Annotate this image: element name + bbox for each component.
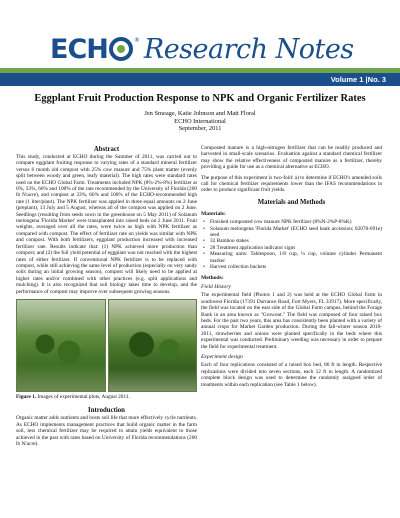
materials-list xyxy=(201,219,382,270)
introduction-heading: Introduction xyxy=(88,407,125,415)
list-item: • Finished composted cow manure NPK fertilizer (8%N-2%P-8%K) xyxy=(201,219,382,225)
right-column xyxy=(201,145,382,392)
materials-heading: Materials: xyxy=(201,210,226,217)
list-item: • Harvest collection buckets xyxy=(201,264,382,270)
figure-caption xyxy=(16,394,197,400)
figure-caption-text: Images of experimental plots, August 2011. xyxy=(36,393,130,400)
experiment-design-heading: Experiment design xyxy=(201,353,243,360)
echo-logo xyxy=(50,36,133,64)
volume-number: Volume 1 |No. 3 xyxy=(330,75,386,84)
list-item: • Solanum melongena 'Florida Market' (ECHO seed bank accession; 02078-091e) seed xyxy=(201,226,382,239)
article-title: Eggplant Fruit Production Response to NPK and Organic Fertilizer Rates xyxy=(34,93,366,104)
newsletter-header xyxy=(0,0,400,86)
field-history-text: The experimental field (Photos 1 and 2) was held at the ECHO Global Farm in southwest Florida (17391 Durrance Road, Fort Myers, FL 33917). More specifically, the field was located on the east side of the Global Farm campus, behind the Forage Bank in an area known as "Growout." The field was composed of four raised box beds. For the past two years, this area has consistently been planted with a variety of annual crops for Market Garden production. During the fall-winter season 2010-2011, strawberries and onions were planted specifically in the beds where this experimental was conducted. Preliminary weeding was necessary in order to prepare the field for experimental treatment. xyxy=(201,292,382,350)
plot-photo-left xyxy=(16,299,106,392)
publication-date: September, 2011 xyxy=(178,125,222,133)
organization: ECHO International xyxy=(174,117,226,125)
methods-heading: Materials and Methods xyxy=(257,198,326,206)
authors: Jen Smeage, Katie Johnson and Matt Floral xyxy=(144,110,256,117)
plot-photo-right xyxy=(108,299,198,392)
purpose-text: The purpose of this experiment is two-fold: a) to determine if ECHO's amended soils call for chemical fertilizer requirements lower than the IFAS recommendations in order to produce significant fruit yields. xyxy=(201,174,382,194)
left-column xyxy=(16,145,197,451)
introduction-text: Organic matter adds nutrients and hosts soil life that more effectively cycle nutrients. As ECHO implements management practices that build organic matter in the farm soil, less chemical fertilizer may be required to attain yields equivalent to those achieved in the past with rates based on University of Florida recommendations (200 lb N/acre). xyxy=(16,415,197,447)
volume-bar xyxy=(0,73,400,86)
list-item: • Measuring units: Tablespoon, 1/8 cup, ¼ cup, volume cylinder Permanent marker xyxy=(201,251,382,264)
intro-continued-text: Composted manure is a high-nitrogen fertilizer that can be readily produced and harvested in small-scale scenarios. Evaluation against a standard chemical fertilizer may show the relative effectiveness of composted manure as a fertilizer, thereby providing a guide for use as a chemical alternative at ECHO. xyxy=(201,145,382,171)
figure-1 xyxy=(16,299,197,392)
logo-globe-icon xyxy=(109,37,133,61)
list-item: • 32 Bamboo stakes xyxy=(201,238,382,244)
abstract-heading: Abstract xyxy=(93,146,120,153)
list-item: • 28 Treatment application indicator signs xyxy=(201,245,382,251)
series-title: Research Notes xyxy=(143,34,354,65)
brand-masthead xyxy=(50,36,354,64)
byline xyxy=(0,110,400,133)
registered-mark: ® xyxy=(133,37,140,44)
methods-label: Methods: xyxy=(201,274,224,281)
logo-word: ECH xyxy=(50,34,108,65)
figure-label: Figure 1. xyxy=(16,393,37,400)
abstract-text: This study, conducted at ECHO during the Summer of 2011, was carried out to compare eggplant fruiting response to varying rates of a standard mineral fertilizer versus 6 month old compost with 25% cow manure and 75% plant matter (evenly split between woody and green, leafy material). The high rates were standard rates used on the ECHO Global Farm. Treatments included NPK (8%-2%-8%) fertilizer at 0%, 33%, 66% and 100% of the rate recommended by the University of Florida (200 lb N/acre), and compost at 33%, 66% and 100% of the ECHO-recommended high rate (1 liter/plant). The NPK fertilizer was applied in three equal amounts on 2 June (preplant), 13 July and 5 August, whereas all of the compost was applied on 2 June. Seedlings (resulting from seeds sown in the greenhouse on 5 May 2011) of Solanum melongena 'Florida Market' were transplanted into raised beds on 2 June 2011. Fruit weights, averaged over all the rates, were twice as high with NPK fertilizer as compared with compost. The effect of fertilizer rate on yields was similar with NPK and compost. With both fertilizers, eggplant production increased with increased fertilizer rate. Results indicate that: (1) NPK achieved more production than compost; and (2) the full yield potential of eggplant was not reached with the highest rates of either fertilizer. If conventional NPK fertilizer is to be replaced with compost, while still achieving the same level of production (especially on very sandy soils during an initial growing season), compost will likely need to be applied at higher rates and/or combined with other practices (e.g. split applications and mulching). It is also recognized that soil biology takes time to develop, and the performance of compost may improve over subsequent growing seasons. xyxy=(16,154,197,295)
field-history-heading: Field History xyxy=(201,283,231,290)
experiment-design-text: Each of four replications consisted of a raised box bed, 86 ft in length. Respective replications were divided into seven sections, each 12 ft in length. A randomized complete block design was used to determine the randomly assigned order of treatments within each replication (see Table 1 below). xyxy=(201,362,382,388)
